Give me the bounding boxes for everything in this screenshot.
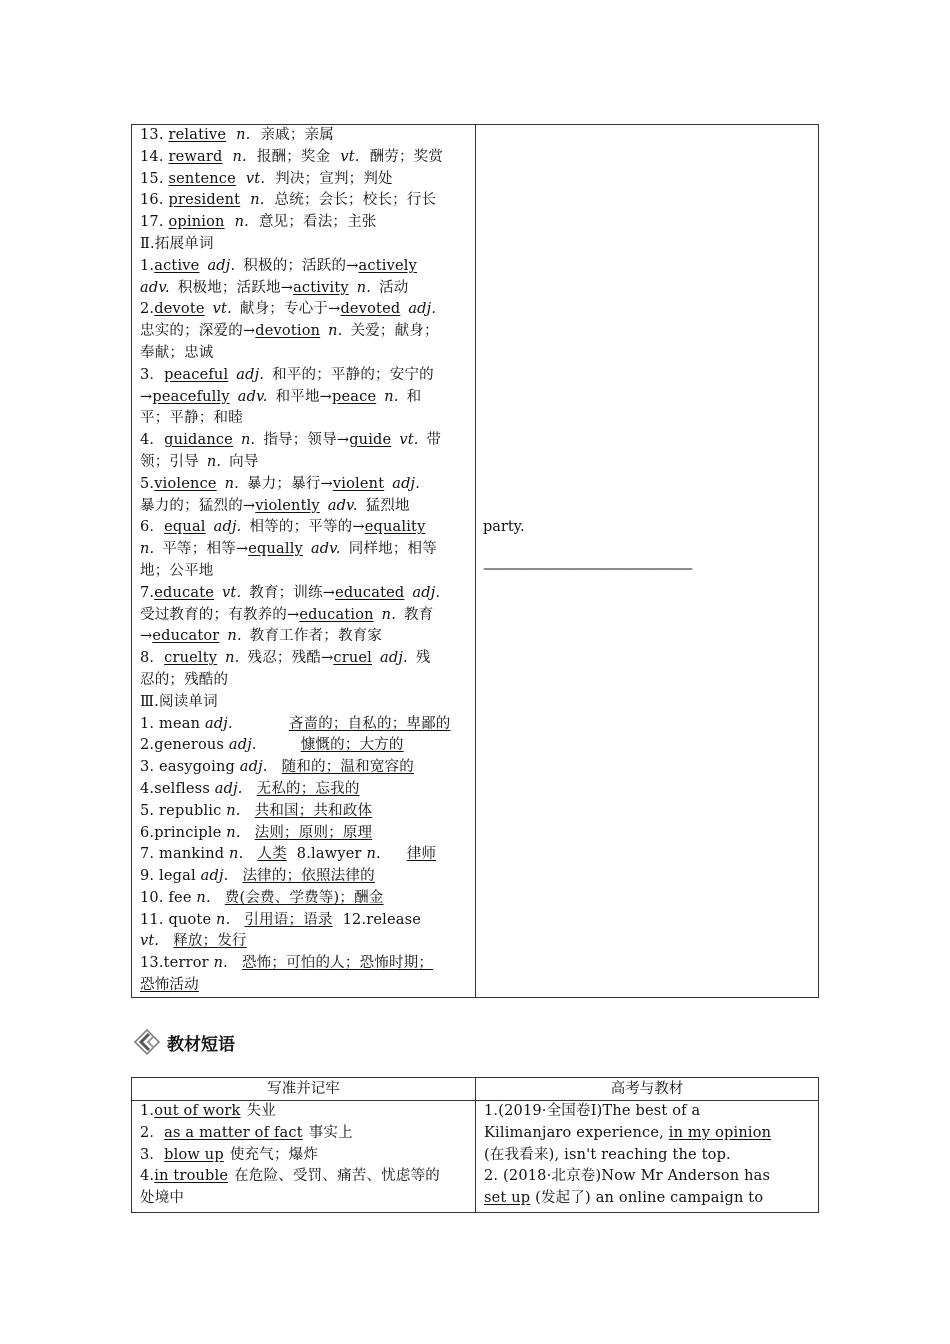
- part-of-speech: n.: [250, 192, 265, 209]
- part-of-speech: n.: [381, 606, 397, 623]
- definition: 向导: [229, 453, 259, 470]
- phrase: in my opinion: [668, 1124, 772, 1141]
- answer-meaning: 慷慨的；大方的: [300, 737, 404, 754]
- answer-meaning: 恐怖；可怕的人；恐怖时期；: [241, 955, 434, 972]
- text-line: [140, 343, 467, 365]
- phrase: set up: [484, 1190, 531, 1207]
- part-of-speech: n.: [225, 650, 240, 667]
- definition: 教育工作者；教育家: [249, 628, 383, 645]
- vocab-word: devote: [154, 301, 205, 318]
- vocab-word: peaceful: [164, 366, 229, 383]
- vocab-word: cruelty: [164, 650, 218, 667]
- definition: 平等；相等→: [162, 541, 249, 558]
- part-of-speech: n.: [384, 388, 399, 405]
- phrase: out of work: [154, 1103, 241, 1119]
- phrase-meaning: 在危险、受罚、痛苦、忧虑等的: [234, 1168, 440, 1185]
- definition: 活动: [379, 279, 409, 296]
- definition: 亲戚；亲属: [260, 127, 334, 143]
- text-line: [140, 1145, 467, 1167]
- phrase: as a matter of fact: [164, 1124, 303, 1141]
- vocab-word: educate: [154, 584, 215, 601]
- definition: 忠实的；深爱的→: [140, 323, 256, 340]
- definition: 关爱；献身；: [350, 323, 439, 340]
- item-number: 8．: [140, 650, 165, 667]
- text-line: [484, 1188, 810, 1210]
- text-line: [140, 496, 467, 518]
- vocab-word: 6.principle: [140, 824, 227, 841]
- text-line: [140, 256, 467, 278]
- item-number: 4．: [140, 432, 165, 449]
- vocab-word: opinion: [168, 214, 225, 231]
- definition: →: [140, 628, 153, 645]
- part-of-speech: adj.: [200, 868, 229, 885]
- text-line: [140, 735, 467, 757]
- item-number: 16.: [140, 192, 169, 209]
- part-of-speech: vt.: [212, 301, 232, 318]
- part-of-speech: vt.: [222, 584, 242, 601]
- answer-meaning: 共和国；共和政体: [254, 802, 373, 819]
- vocab-word: sentence: [168, 170, 236, 187]
- text-line: [140, 583, 467, 605]
- section-heading: [133, 1028, 235, 1056]
- vocabulary-column: [132, 125, 476, 997]
- item-number: 6．: [140, 519, 165, 536]
- part-of-speech: n.: [234, 214, 249, 231]
- part-of-speech: vt.: [340, 148, 360, 165]
- vocab-word: 2.generous: [140, 737, 229, 754]
- note-text: party.: [483, 519, 525, 535]
- answer-meaning: 释放；发行: [173, 933, 247, 950]
- item-number: 3．: [140, 366, 165, 383]
- part-of-speech: n.: [140, 541, 155, 558]
- part-of-speech: n.: [366, 846, 381, 863]
- phrase-meaning: 事实上: [308, 1124, 353, 1141]
- vocab-word: devotion: [255, 323, 321, 340]
- text-line: [140, 321, 467, 343]
- part-of-speech: adj.: [228, 737, 257, 754]
- text-line: [140, 169, 467, 191]
- vocab-word: violently: [255, 497, 320, 514]
- definition: 残: [415, 650, 431, 667]
- part-of-speech: n.: [229, 846, 244, 863]
- answer-meaning: 随和的；温和宽容的: [281, 759, 414, 776]
- definition: 猛烈地: [365, 497, 410, 514]
- part-of-speech: n.: [227, 628, 242, 645]
- definition: 意见；看法；主张: [258, 214, 377, 231]
- answer-meaning: 人类: [257, 846, 287, 863]
- vocab-word: activity: [293, 279, 349, 296]
- vocab-word: peacefully: [152, 388, 230, 405]
- item-number: 4.: [140, 1168, 155, 1185]
- item-number: 2．: [140, 1124, 165, 1141]
- definition: 暴力的；猛烈的→: [140, 497, 256, 514]
- text-line: [484, 1145, 810, 1167]
- section-title: 教材短语: [167, 1034, 235, 1055]
- phrase: in trouble: [154, 1168, 229, 1185]
- item-number: 14.: [140, 148, 169, 165]
- vocab-word: educator: [152, 628, 220, 645]
- definition: 教育: [404, 606, 434, 623]
- text-line: [140, 561, 467, 583]
- part-of-speech: vt.: [399, 432, 419, 449]
- vocab-word: cruel: [333, 650, 372, 667]
- item-number: 3．: [140, 1146, 165, 1163]
- vocab-word: 3. easygoing: [140, 759, 240, 776]
- part-of-speech: vt.: [245, 170, 266, 187]
- column-header-left: 写准并记牢: [132, 1078, 475, 1101]
- vocab-word: 9. legal: [140, 868, 201, 885]
- part-of-speech: n.: [226, 824, 241, 841]
- part-of-speech: adj.: [236, 366, 265, 383]
- text-line: [484, 1101, 810, 1123]
- definition: 和平地→: [275, 388, 333, 405]
- text-line: [140, 801, 467, 823]
- example-text: 2. (2018·北京卷)Now Mr Anderson has: [484, 1168, 771, 1185]
- answer-meaning: 费(会费、学费等)；酬金: [224, 889, 384, 906]
- part-of-speech: n.: [216, 911, 231, 928]
- example-text: (在我看来), isn't reaching the top.: [484, 1146, 731, 1163]
- text-line: [140, 910, 467, 932]
- part-of-speech: n.: [328, 323, 343, 340]
- text-line: [140, 452, 467, 474]
- definition: 同样地；相等: [348, 541, 437, 558]
- part-of-speech: n.: [356, 279, 372, 296]
- definition: 酬劳；奖赏: [369, 148, 444, 165]
- definition: 总统；会长；校长；行长: [274, 192, 437, 209]
- answer-meaning: 引用语；语录: [244, 911, 333, 928]
- phrase-meaning: 使充气；爆炸: [229, 1146, 319, 1163]
- part-of-speech: adv.: [237, 388, 268, 405]
- part-of-speech: adv.: [140, 279, 170, 296]
- text-line: [140, 931, 467, 953]
- answer-meaning: 恐怖活动: [140, 977, 199, 994]
- part-of-speech: adj.: [408, 301, 437, 318]
- example-text: 1.(2019·全国卷Ⅰ)The best of a: [484, 1103, 701, 1119]
- phrases-right-column: [476, 1078, 818, 1212]
- text-line: [140, 1166, 467, 1188]
- text-line: [140, 147, 467, 169]
- definition: 教育；训练→: [249, 584, 336, 601]
- definition: 忍的；残酷的: [140, 671, 229, 688]
- part-of-speech: adj.: [412, 584, 441, 601]
- definition: 带: [426, 432, 442, 449]
- part-of-speech: n.: [240, 432, 256, 449]
- vocab-word: education: [299, 606, 374, 623]
- phrase-meaning: 处境中: [140, 1190, 185, 1207]
- answer-meaning: 法则；原则；原理: [254, 824, 373, 841]
- example-text: Kilimanjaro experience,: [484, 1124, 669, 1141]
- text-line: [140, 125, 467, 147]
- phrase: blow up: [164, 1146, 224, 1163]
- vocab-word: president: [168, 192, 241, 209]
- text-line: [140, 365, 467, 387]
- definition: 地；公平地: [140, 562, 214, 579]
- vocab-word: violence: [154, 475, 217, 492]
- vocab-word: equal: [164, 519, 206, 536]
- part-of-speech: n.: [236, 127, 251, 143]
- phrases-table: [131, 1077, 819, 1213]
- definition: 领；引导: [140, 453, 199, 470]
- item-number: 1.: [140, 257, 155, 274]
- text-line: [140, 387, 467, 409]
- text-line: [140, 1188, 467, 1210]
- text-line: [140, 757, 467, 779]
- item-number: 5.: [140, 475, 155, 492]
- vocab-word: violent: [332, 475, 385, 492]
- text-line: [140, 1101, 467, 1123]
- text-line: [140, 278, 467, 300]
- text-line: [140, 692, 467, 714]
- vocab-word: 12.release: [342, 911, 422, 928]
- part-of-speech: n.: [232, 148, 247, 165]
- text-line: [140, 844, 467, 866]
- part-of-speech: adj.: [239, 759, 268, 776]
- vocab-word: educated: [335, 584, 405, 601]
- text-line: [140, 190, 467, 212]
- definition: 残忍；残酷→: [247, 650, 334, 667]
- definition: 积极的；活跃的→: [243, 257, 359, 274]
- part-of-speech: n.: [213, 955, 228, 972]
- item-number: 13.: [140, 127, 169, 143]
- text-line: [484, 1166, 810, 1188]
- vocab-word: 11. quote: [140, 911, 217, 928]
- answer-meaning: 无私的；忘我的: [256, 780, 360, 797]
- definition: 平；平静；和睦: [140, 410, 243, 427]
- item-number: 15.: [140, 170, 169, 187]
- vocab-word: equally: [248, 541, 303, 558]
- definition: 献身；专心于→: [239, 301, 341, 318]
- vocab-word: 10. fee: [140, 889, 197, 906]
- text-line: [140, 1123, 467, 1145]
- definition: 奉献；忠诚: [140, 344, 214, 361]
- text-line: [140, 605, 467, 627]
- text-line: [140, 517, 467, 539]
- part-of-speech: adj.: [204, 715, 233, 732]
- vocab-word: 8.lawyer: [296, 846, 367, 863]
- definition: 和: [406, 388, 422, 405]
- item-number: 7.: [140, 584, 155, 601]
- section-title: Ⅲ.阅读单词: [140, 693, 218, 710]
- part-of-speech: adv.: [327, 497, 358, 514]
- answer-meaning: 律师: [406, 846, 437, 863]
- part-of-speech: n.: [224, 475, 240, 492]
- vocab-word: relative: [168, 127, 227, 143]
- vocab-word: 4.selfless: [140, 780, 215, 797]
- definition: 积极地；活跃地→: [177, 279, 294, 296]
- text-line: [140, 648, 467, 670]
- definition: 判决；宣判；判处: [275, 170, 393, 187]
- text-line: [140, 953, 467, 975]
- definition: 指导；领导→: [263, 432, 350, 449]
- definition: 受过教育的；有教养的→: [140, 606, 300, 623]
- text-line: [140, 975, 467, 997]
- item-number: 1.: [140, 1103, 155, 1119]
- part-of-speech: adj.: [380, 650, 408, 667]
- item-number: 17.: [140, 214, 169, 231]
- phrases-left-column: [132, 1078, 476, 1212]
- definition: →: [140, 388, 153, 405]
- vocab-word: active: [154, 257, 200, 274]
- text-line: [140, 212, 467, 234]
- example-text: (发起了) an online campaign to: [530, 1190, 764, 1207]
- definition: 暴力；暴行→: [247, 475, 333, 492]
- notes-column: [476, 125, 818, 997]
- answer-meaning: 吝啬的；自私的；卑鄙的: [288, 715, 451, 732]
- text-line: [140, 714, 467, 736]
- answer-blank: ——————————————————: [483, 561, 690, 577]
- part-of-speech: n.: [206, 453, 222, 470]
- part-of-speech: adv.: [310, 541, 341, 558]
- vocab-word: reward: [168, 148, 223, 165]
- text-line: [140, 823, 467, 845]
- text-line: [140, 430, 467, 452]
- text-line: [140, 779, 467, 801]
- vocab-word: guide: [349, 432, 392, 449]
- text-line: [140, 234, 467, 256]
- item-number: 2.: [140, 301, 155, 318]
- vocab-word: 5. republic: [140, 802, 227, 819]
- text-line: [140, 670, 467, 692]
- column-header-right: 高考与教材: [476, 1078, 818, 1101]
- part-of-speech: n.: [226, 802, 241, 819]
- part-of-speech: adj.: [392, 475, 421, 492]
- vocab-word: devoted: [340, 301, 401, 318]
- vocab-word: equality: [364, 519, 426, 536]
- vocab-word: 7. mankind: [140, 846, 230, 863]
- definition: 报酬；奖金: [256, 148, 331, 165]
- text-line: [140, 626, 467, 648]
- text-line: [140, 866, 467, 888]
- part-of-speech: vt.: [140, 933, 160, 950]
- vocabulary-table: [131, 124, 819, 998]
- part-of-speech: adj.: [207, 257, 236, 274]
- vocab-word: peace: [332, 388, 377, 405]
- vocab-word: 1. mean: [140, 715, 205, 732]
- vocab-word: 13.terror: [140, 955, 214, 972]
- part-of-speech: adj.: [214, 780, 243, 797]
- part-of-speech: n.: [196, 889, 211, 906]
- text-line: [140, 299, 467, 321]
- section-title: Ⅱ.拓展单词: [140, 235, 214, 252]
- text-line: [140, 408, 467, 430]
- text-line: [140, 539, 467, 561]
- part-of-speech: adj.: [213, 519, 242, 536]
- text-line: [140, 888, 467, 910]
- vocab-word: guidance: [164, 432, 233, 449]
- answer-meaning: 法律的；依照法律的: [242, 868, 375, 885]
- diamond-chevron-icon: [133, 1028, 161, 1056]
- phrase-meaning: 失业: [246, 1103, 276, 1119]
- vocab-word: actively: [358, 257, 417, 274]
- text-line: [140, 474, 467, 496]
- definition: 相等的；平等的→: [249, 519, 365, 536]
- text-line: [484, 1123, 810, 1145]
- definition: 和平的；平静的；安宁的: [272, 366, 434, 383]
